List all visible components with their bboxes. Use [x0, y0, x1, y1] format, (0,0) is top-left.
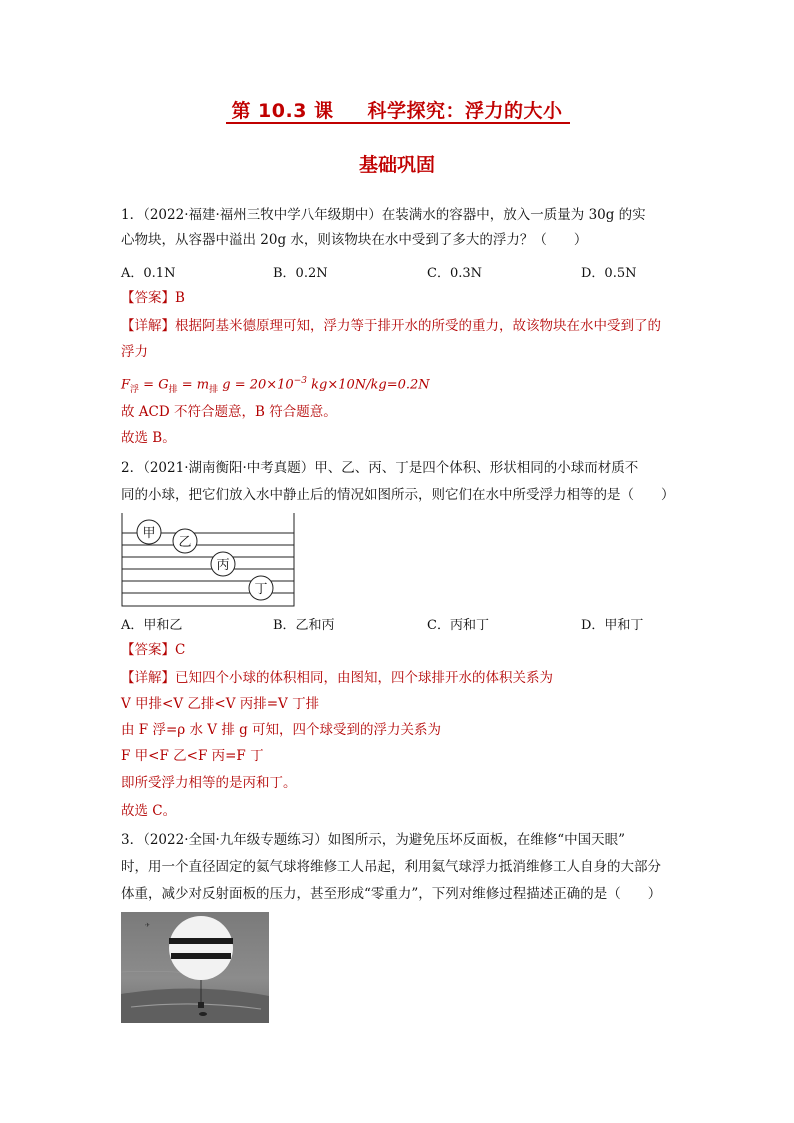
maintenance-worker: [198, 1002, 204, 1008]
lesson-number: 第 10.3 课: [231, 100, 334, 122]
title-underline: [226, 122, 570, 124]
q2-stem-line1: 2．（2021·湖南衡阳·中考真题）甲、乙、丙、丁是四个体积、形状相同的小球而材质不: [121, 460, 639, 476]
q1-detail-text: 根据阿基米德原理可知，浮力等于排开水的所受的重力，故该物块在水中受到了的: [175, 318, 661, 334]
q2-detail-line2: V 甲排<V 乙排<V 丙排=V 丁排: [121, 696, 320, 712]
q1-option-d: D．0.5N: [581, 266, 637, 281]
section-heading: 基础巩固: [358, 154, 435, 176]
q1-stem-line2: 心物块，从容器中溢出 20g 水，则该物块在水中受到了多大的浮力？（ ）: [121, 232, 588, 248]
q1-answer-value: B: [175, 290, 185, 306]
q2-option-d: D．甲和丁: [581, 618, 644, 633]
q2-detail-tag: 【详解】: [121, 670, 175, 686]
q2-answer-value: C: [175, 642, 186, 658]
q2-option-b: B．乙和丙: [273, 618, 335, 633]
q2-water-tank-diagram: [121, 511, 295, 607]
q2-stem-line2: 同的小球，把它们放入水中静止后的情况如图所示，则它们在水中所受浮力相等的是（ ）: [121, 487, 675, 503]
q1-option-c: C．0.3N: [427, 266, 482, 281]
ball-label-ding: 丁: [254, 582, 268, 597]
q2-answer: [121, 640, 185, 660]
q2-detail-line1: [121, 668, 553, 688]
helium-balloon: [169, 916, 233, 980]
q2-answer-tag: 【答案】: [121, 642, 175, 658]
q1-answer: [121, 288, 185, 308]
q1-option-a: A．0.1N: [121, 266, 176, 281]
q3-stem-line1: 3．（2022·全国·九年级专题练习）如图所示，为避免压坏反面板，在维修“中国天眼”: [121, 832, 626, 848]
q2-detail-line5: 即所受浮力相等的是丙和丁。: [121, 775, 297, 791]
q2-detail-text: 已知四个小球的体积相同，由图知，四个球排开水的体积关系为: [175, 670, 553, 686]
q2-final: 故选 C。: [121, 803, 177, 819]
ball-label-yi: 乙: [178, 535, 192, 550]
lesson-title: [0, 96, 794, 123]
q3-balloon-photo: [121, 912, 269, 1023]
lesson-topic: 科学探究：浮力的大小: [367, 100, 563, 122]
ball-label-jia: 甲: [142, 526, 156, 541]
q1-stem-line1: 1．（2022·福建·福州三牧中学八年级期中）在装满水的容器中，放入一质量为 30g 的实: [121, 207, 646, 223]
q1-conclusion: 故 ACD 不符合题意，B 符合题意。: [121, 404, 337, 420]
q1-detail-line1: [121, 316, 661, 336]
q1-answer-tag: 【答案】: [121, 290, 175, 306]
q1-detail-line2: 浮力: [121, 344, 148, 360]
q3-stem-line3: 体重，减少对反射面板的压力，甚至形成“零重力”，下列对维修过程描述正确的是（ ）: [121, 886, 662, 902]
q2-option-c: C．丙和丁: [427, 618, 489, 633]
svg-text:✈: ✈: [145, 922, 151, 929]
q1-option-b: B．0.2N: [273, 266, 328, 281]
q1-formula: $F_浮 = G_排 = m_排$ $g = 20\times 10^{-3}$ kg×10N/kg=0.2N: [121, 376, 430, 395]
q2-detail-line3: 由 F 浮=ρ 水 V 排 g 可知，四个球受到的浮力关系为: [121, 722, 442, 738]
q1-final: 故选 B。: [121, 430, 176, 446]
q1-detail-tag: 【详解】: [121, 318, 175, 334]
q2-detail-line4: F 甲<F 乙<F 丙=F 丁: [121, 748, 264, 764]
q2-option-a: A．甲和乙: [121, 618, 183, 633]
q3-stem-line2: 时，用一个直径固定的氦气球将维修工人吊起，利用氦气球浮力抵消维修工人自身的大部分: [121, 859, 661, 875]
ball-label-bing: 丙: [216, 558, 230, 573]
